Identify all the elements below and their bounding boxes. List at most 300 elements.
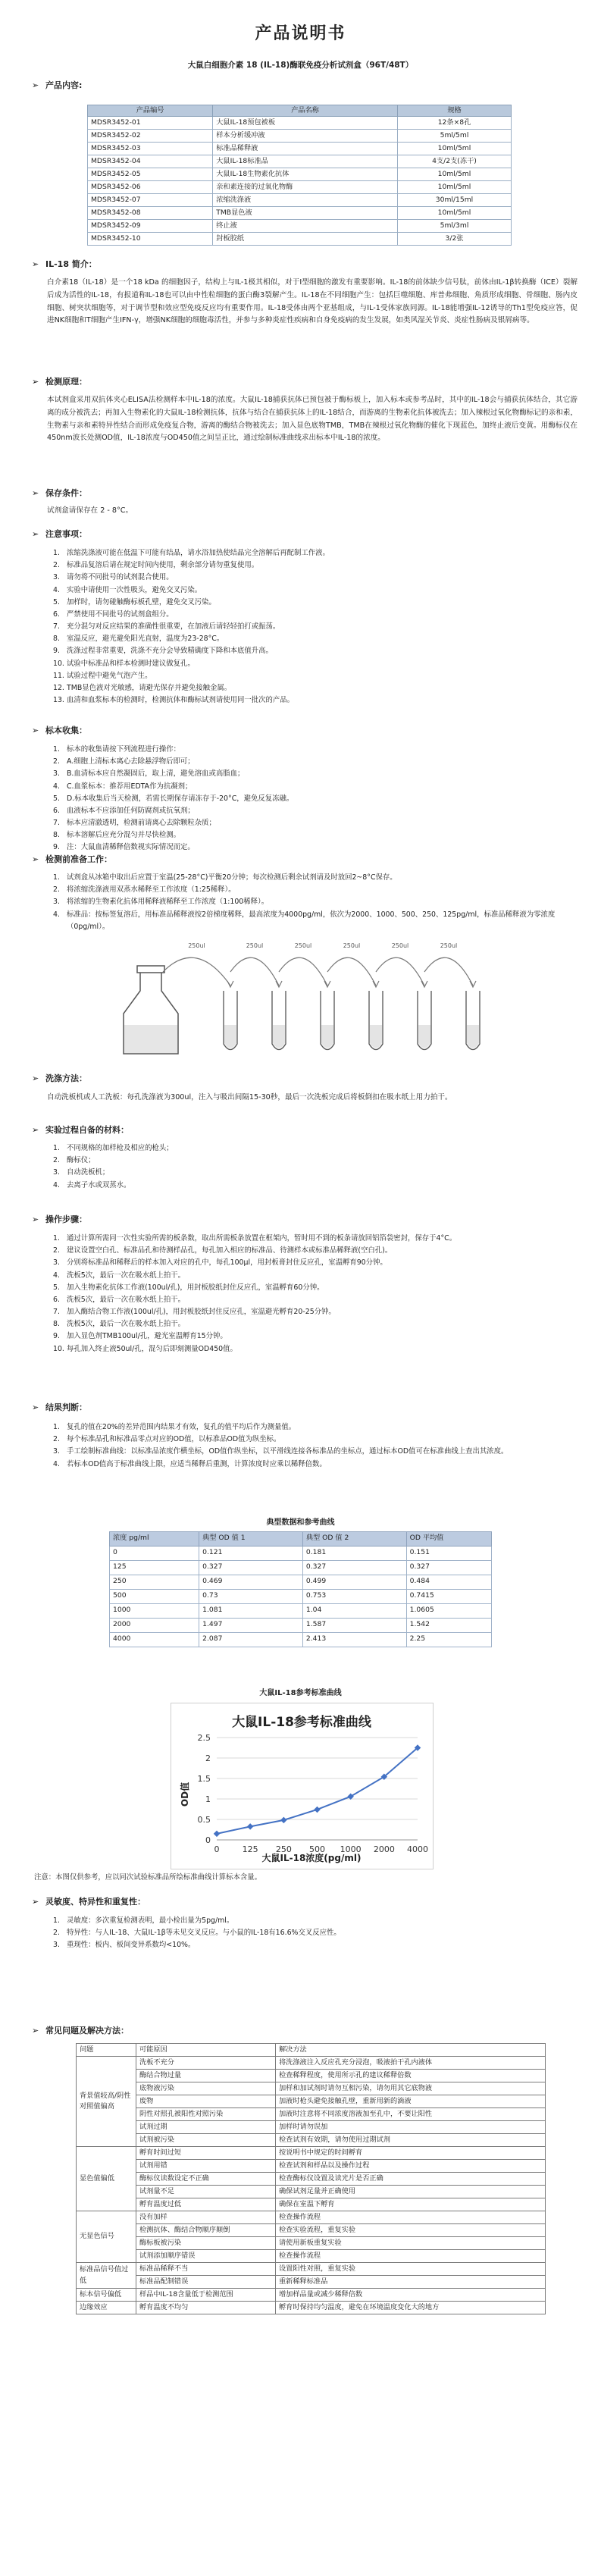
list-item-text: TMB显色液对光敏感，请避光保存并避免接触金属。: [67, 683, 232, 692]
list-number: 8.: [53, 1320, 60, 1329]
table-cell: 0.121: [199, 1546, 303, 1560]
y-tick-label: 0: [205, 1835, 211, 1845]
faq-solution-cell: 检查操作流程: [276, 2211, 546, 2224]
list-number: 1.: [53, 1423, 60, 1431]
arrow-head-icon: [373, 981, 379, 987]
table-row: [77, 2108, 546, 2121]
list-number: 7.: [53, 1308, 60, 1317]
x-tick-label: 2000: [373, 1844, 395, 1854]
faq-cause-cell: 底物液污染: [136, 2082, 276, 2095]
section-prep: ➢ 检测前准备工作：: [32, 853, 112, 866]
list-number: 4.: [53, 585, 60, 594]
transfer-volume-label: 250ul: [188, 942, 205, 949]
table-cell: 1.04: [302, 1603, 406, 1618]
faq-problem-cell: 边缘效应: [77, 2302, 136, 2314]
table-row: [77, 2070, 546, 2082]
table-row: [77, 2186, 546, 2198]
table-cell: 0.484: [406, 1575, 491, 1589]
table-cell: 0.181: [302, 1546, 406, 1560]
table-cell: 10ml/5ml: [398, 143, 512, 155]
table-cell: 0.327: [302, 1560, 406, 1575]
table-cell: 125: [110, 1560, 199, 1575]
list-number: 8.: [53, 831, 60, 840]
list-number: 13.: [53, 696, 64, 705]
wash-text: 自动洗板机或人工洗板：每孔洗涤液为300ul，注入与吸出间隔15-30秒，最后一次洗板完成后将板倒扣在吸水纸上用力拍干。: [47, 1093, 452, 1102]
table-cell: 10ml/5ml: [398, 207, 512, 220]
list-item: [53, 1939, 576, 1951]
data-point: [280, 1817, 286, 1823]
list-number: 1.: [53, 745, 60, 754]
table-row: [88, 155, 512, 168]
list-item-text: 严禁使用不同批号的试剂盒组分。: [67, 610, 174, 619]
list-item-text: 标本的收集请按下列流程进行操作：: [67, 745, 181, 754]
faq-solution-cell: 确保试剂足量并正确使用: [276, 2186, 546, 2198]
table-header-cell: 浓度 pg/ml: [110, 1531, 199, 1546]
test-tube-icon: [272, 991, 286, 1050]
table-cell: 0.469: [199, 1575, 303, 1589]
list-item-text: 试验中标准品和样本检测时建议做复孔。: [67, 659, 195, 668]
list-item: [53, 1180, 576, 1192]
list-number: 1.: [53, 873, 60, 882]
list-number: 4.: [53, 1180, 60, 1189]
list-number: 9.: [53, 647, 60, 656]
list-item-text: 实验中请使用一次性吸头，避免交叉污染。: [67, 585, 202, 594]
cautions-list: [53, 547, 576, 707]
table-row: [88, 181, 512, 194]
faq-problem-cell: 标本信号偏低: [77, 2289, 136, 2302]
section-arrow-icon: ➢: [32, 725, 39, 735]
list-item: [53, 1330, 576, 1343]
list-item-text: 复孔的值在20%的差异范围内结果才有效，复孔的值平均后作为测量值。: [67, 1423, 296, 1431]
table-cell: MDSR3452-03: [88, 143, 213, 155]
list-item: [53, 572, 576, 584]
list-item: [53, 1459, 576, 1471]
table-cell: MDSR3452-01: [88, 117, 213, 130]
list-item: [53, 1282, 576, 1294]
y-tick-label: 2: [205, 1753, 211, 1763]
table-header-row: [77, 2044, 546, 2057]
table-cell: 4000: [110, 1632, 199, 1647]
x-tick-label: 4000: [407, 1844, 428, 1854]
list-item: [53, 817, 576, 829]
faq-cause-cell: 洗板不充分: [136, 2057, 276, 2070]
transfer-arrow: [327, 957, 376, 986]
faq-solution-cell: 加液时注意将不同浓度溶液加至孔中，不要让阳性: [276, 2108, 546, 2121]
table-header-cell: 问题: [77, 2044, 136, 2057]
list-item: [53, 1915, 576, 1927]
list-number: 2.: [53, 1156, 60, 1165]
test-tube-icon: [466, 991, 480, 1050]
section-arrow-icon: ➢: [32, 259, 39, 269]
section-principle: ➢ 检测原理：: [32, 375, 87, 388]
table-row: [77, 2198, 546, 2211]
table-header-cell: 可能原因: [136, 2044, 276, 2057]
table-cell: 终止液: [213, 220, 398, 233]
section-arrow-icon: ➢: [32, 1073, 39, 1083]
list-item-text: 标准品：按标签复溶后，用标准品稀释液按2倍梯度稀释，最高浓度为4000pg/ml，依次为2000、1000、500、250、125pg/ml，标准品稀释液为零浓度（0pg/ml）。: [67, 910, 556, 931]
table-row: [88, 143, 512, 155]
list-item-text: 加入生物素化抗体工作液(100ul/孔)，用封板胶纸封住反应孔，室温孵育60分钟。: [67, 1283, 324, 1292]
arrow-head-icon: [227, 981, 233, 987]
table-row: [77, 2173, 546, 2186]
table-cell: 0.7415: [406, 1589, 491, 1603]
list-item-text: 将浓缩的生物素化抗体用稀释液稀释至工作浓度（1:100稀释）。: [67, 898, 269, 907]
faq-problem-cell: 标准品信号值过低: [77, 2263, 136, 2289]
x-tick-label: 0: [214, 1844, 220, 1854]
table-row: [77, 2134, 546, 2147]
transfer-arrow: [163, 957, 230, 986]
section-arrow-icon: ➢: [32, 488, 39, 498]
list-item: [53, 1245, 576, 1257]
list-item-text: 分别将标准品和稀释后的样本加入对应的孔中，每孔100μl，用封板膏封住反应孔，室温孵育90分钟。: [67, 1258, 387, 1268]
faq-cause-cell: 样品中IL-18含量低于检测范围: [136, 2289, 276, 2302]
list-item: [53, 793, 576, 805]
list-item-text: 洗板5次，最后一次在吸水纸上拍干。: [67, 1320, 185, 1329]
list-item: [53, 1142, 576, 1155]
table-row: [88, 233, 512, 246]
data-point: [247, 1823, 253, 1829]
table-cell: MDSR3452-06: [88, 181, 213, 194]
table-cell: 1.542: [406, 1618, 491, 1632]
faq-cause-cell: 检测抗体、酶结合物顺序颠倒: [136, 2224, 276, 2237]
table-cell: 0.151: [406, 1546, 491, 1560]
faq-solution-cell: 按说明书中规定的时间孵育: [276, 2147, 546, 2160]
table-cell: MDSR3452-05: [88, 168, 213, 181]
list-item: [53, 609, 576, 621]
list-number: 1.: [53, 1144, 60, 1152]
section-arrow-icon: ➢: [32, 854, 39, 864]
arrow-head-icon: [324, 981, 330, 987]
results-list: [53, 1421, 576, 1471]
list-item: [53, 1446, 576, 1458]
table-row: [77, 2276, 546, 2289]
faq-solution-cell: 将洗涤液注入反应孔充分浸泡，吸液拍干孔内液体: [276, 2057, 546, 2070]
section-sample: ➢ 标本收集：: [32, 724, 87, 737]
transfer-arrow: [424, 957, 473, 986]
intro-text: 白介素18（IL-18）是一个18 kDa 的细胞因子，结构上与IL-1极其相似，对于Ⅰ型细胞的激发有重要影响。IL-18的前体缺少信号肽，前体由IL-1β转换酶（ICE）裂解后成为活性的IL-18，有报道称IL-18也可以由中性粒细胞的蛋白酶3裂解产生。IL-18在不同细胞产生：包括巨噬细胞、库普弗细胞、角质形成细胞、骨细胞、肠内皮细胞、树突状细胞等，对于调节型和效应型免疫反应均有重要作用。IL-18受体由两个亚基组成，与IL-1受体家族同源。IL-18能增强IL-12诱导的Th1型免疫应答，促进NK细胞和T细胞产生IFN-γ，增强NK细胞的细胞毒活性，并参与多种炎症性疾病和自身免疫病的发生发展，如类风湿关节炎、炎症性肠病及银屑病等。: [47, 278, 578, 325]
list-number: 6.: [53, 1295, 60, 1304]
faq-solution-cell: 加样时请勿误加: [276, 2121, 546, 2134]
transfer-arrow: [230, 957, 279, 986]
materials-list: [53, 1142, 576, 1192]
list-item-text: 加入显色剂TMB100ul/孔，避光室温孵育15分钟。: [67, 1332, 227, 1341]
table-row: [77, 2263, 546, 2276]
list-item: [53, 1167, 576, 1179]
faq-solution-cell: 加液时枪头避免接触孔壁，重新用新的滴液: [276, 2095, 546, 2108]
arrow-head-icon: [421, 981, 427, 987]
section-arrow-icon: ➢: [32, 80, 39, 90]
table-row: [77, 2224, 546, 2237]
list-number: 2.: [53, 885, 60, 895]
faq-problem-cell: 背景值较高/阴性对照值偏高: [77, 2057, 136, 2147]
arrow-head-icon: [276, 981, 282, 987]
list-item: [53, 1343, 576, 1355]
transfer-arrow: [279, 957, 327, 986]
list-item-text: 标本应清澈透明，检测前请离心去除颗粒杂质；: [67, 819, 216, 828]
list-number: 3.: [53, 1258, 60, 1268]
section-arrow-icon: ➢: [32, 1125, 39, 1135]
faq-problem-cell: 显色值偏低: [77, 2147, 136, 2211]
section-arrow-icon: ➢: [32, 2026, 39, 2035]
section-arrow-icon: ➢: [32, 1402, 39, 1412]
list-number: 3.: [53, 1447, 60, 1456]
od-table: [109, 1515, 492, 1647]
faq-cause-cell: 标准品稀释不当: [136, 2263, 276, 2276]
table-row: [88, 168, 512, 181]
faq-cause-cell: 酶结合物过量: [136, 2070, 276, 2082]
list-item-text: 灵敏度：多次重复检测表明，最小检出量为5pg/ml。: [67, 1916, 234, 1925]
chart-caption: 大鼠IL-18参考标准曲线: [259, 1689, 342, 1697]
list-item: [53, 1421, 576, 1434]
table-row: [110, 1575, 492, 1589]
section-arrow-icon: ➢: [32, 377, 39, 387]
list-item: [53, 1233, 576, 1245]
table-header-cell: 产品编号: [88, 105, 213, 117]
list-item: [53, 896, 576, 908]
chart-title: 大鼠IL-18参考标准曲线: [232, 1715, 371, 1730]
table-cell: 2000: [110, 1618, 199, 1632]
doc-subtitle: 大鼠白细胞介素 18 (IL-18)酶联免疫分析试剂盒（96T/48T）: [187, 61, 414, 70]
list-item: [53, 805, 576, 817]
table-row: [110, 1589, 492, 1603]
table-row: [88, 194, 512, 207]
list-item-text: 加样时，请勿碰触酶标板孔壁，避免交叉污染。: [67, 597, 216, 606]
principle-text: 本试剂盒采用双抗体夹心ELISA法检测样本中IL-18的浓度。大鼠IL-18捕获抗体已预包被于酶标板上，加入标本或参考品时，其中的IL-18会与捕获抗体结合，其它游离的成分被洗去；再加入生物素化的大鼠IL-18检测抗体，抗体与结合在捕获抗体上的IL-18结合，而游离的生物素化抗体被洗去；加入辣根过氧化物酶标记的亲和素，生物素与亲和素特异性结合而形成免疫复合物，游离的酶结合物被洗去；加入显色底物TMB，TMB在辣根过氧化物酶的催化下现蓝色，加终止液后变黄。用酶标仪在450nm波长处测OD值，IL-18浓度与OD450值之间呈正比，通过绘制标准曲线求出标本中IL-18的浓度。: [47, 396, 578, 443]
faq-solution-cell: 检查稀释程度，使用所示孔的建议稀释倍数: [276, 2070, 546, 2082]
section-results: ➢ 结果判断：: [32, 1401, 87, 1414]
table-cell: 2.25: [406, 1632, 491, 1647]
list-item: [53, 884, 576, 896]
table-cell: 2.087: [199, 1632, 303, 1647]
table-row: [77, 2147, 546, 2160]
section-procedure: ➢ 操作步骤：: [32, 1213, 87, 1226]
table-cell: MDSR3452-08: [88, 207, 213, 220]
list-item-text: 注：大鼠血清稀释倍数视实际情况而定。: [67, 843, 195, 852]
list-item-text: 洗板5次，最后一次在吸水纸上拍干。: [67, 1295, 185, 1304]
table-cell: 2.413: [302, 1632, 406, 1647]
table-cell: TMB显色液: [213, 207, 398, 220]
list-item-text: A.细胞上清标本离心去除悬浮物后即可；: [67, 757, 195, 766]
list-item: [53, 584, 576, 597]
list-number: 1.: [53, 1234, 60, 1243]
table-cell: 30ml/15ml: [398, 194, 512, 207]
table-header-cell: 规格: [398, 105, 512, 117]
list-number: 6.: [53, 610, 60, 619]
list-item-text: 请勿将不同批号的试剂混合使用。: [67, 573, 174, 582]
table-cell: 大鼠IL-18标准品: [213, 155, 398, 168]
list-number: 10.: [53, 659, 64, 668]
list-number: 4.: [53, 910, 60, 919]
data-point: [314, 1807, 320, 1813]
faq-cause-cell: 阴性对照孔被阳性对照污染: [136, 2108, 276, 2121]
table-cell: 0.753: [302, 1589, 406, 1603]
table-row: [77, 2057, 546, 2070]
list-item: [53, 547, 576, 559]
list-number: 3.: [53, 898, 60, 907]
list-number: 8.: [53, 635, 60, 644]
section-materials: ➢ 实验过程自备的材料：: [32, 1123, 129, 1136]
x-tick-label: 250: [275, 1844, 292, 1854]
list-number: 4.: [53, 1459, 60, 1468]
list-item-text: 室温反应，避光避免阳光直射，温度为23-28°C。: [67, 635, 224, 644]
list-item: [53, 621, 576, 633]
series-line: [217, 1748, 418, 1834]
list-item: [53, 744, 576, 756]
faq-solution-cell: 检查试剂有效期，请勿使用过期试剂: [276, 2134, 546, 2147]
sample-list: [53, 744, 576, 854]
list-number: 9.: [53, 1332, 60, 1341]
list-item-text: 若标本OD值高于标准曲线上限，应适当稀释后重测，计算浓度时应乘以稀释倍数。: [67, 1459, 327, 1468]
table-row: [77, 2237, 546, 2250]
faq-solution-cell: 重新稀释标准品: [276, 2276, 546, 2289]
faq-cause-cell: 废物: [136, 2095, 276, 2108]
list-number: 3.: [53, 1168, 60, 1177]
test-tube-icon: [369, 991, 383, 1050]
list-item: [53, 756, 576, 768]
faq-cause-cell: 酶标仪读数设定不正确: [136, 2173, 276, 2186]
table-header-row: [110, 1531, 492, 1546]
list-number: 2.: [53, 1929, 60, 1938]
list-item-text: 去离子水或双蒸水。: [67, 1180, 131, 1189]
table-cell: 4支/2支(冻干): [398, 155, 512, 168]
list-item: [53, 682, 576, 694]
list-number: 1.: [53, 549, 60, 557]
table-cell: 5ml/5ml: [398, 130, 512, 143]
section-arrow-icon: ➢: [32, 529, 39, 539]
table-row: [77, 2095, 546, 2108]
list-number: 3.: [53, 769, 60, 779]
list-number: 7.: [53, 622, 60, 631]
arrow-head-icon: [470, 981, 476, 987]
table-cell: 5ml/3ml: [398, 220, 512, 233]
table-cell: MDSR3452-04: [88, 155, 213, 168]
faq-cause-cell: 没有加样: [136, 2211, 276, 2224]
faq-cause-cell: 试剂过期: [136, 2121, 276, 2134]
table-cell: MDSR3452-07: [88, 194, 213, 207]
transfer-volume-label: 250ul: [343, 942, 361, 949]
table-row: [110, 1546, 492, 1560]
table-header-row: [88, 105, 512, 117]
list-item-text: 试剂盒从冰箱中取出后应置于室温(25-28°C)平衡20分钟；每次检测后剩余试剂请及时放回2~8°C保存。: [67, 873, 397, 882]
table-row: [77, 2250, 546, 2263]
table-cell: 大鼠IL-18生物素化抗体: [213, 168, 398, 181]
table-cell: 250: [110, 1575, 199, 1589]
list-item: [53, 658, 576, 670]
table-cell: 500: [110, 1589, 199, 1603]
table-row: [77, 2211, 546, 2224]
table-row: [88, 130, 512, 143]
table-row: [88, 207, 512, 220]
stock-bottle-icon: [124, 966, 178, 1054]
list-item-text: 标准品复溶后请在规定时间内使用，剩余部分请勿重复使用。: [67, 561, 259, 570]
list-item-text: 特异性：与人IL-18、大鼠IL-1β等未见交叉反应。与小鼠的IL-18有16.6%交叉反应性。: [67, 1929, 341, 1938]
table-row: [77, 2121, 546, 2134]
x-tick-label: 125: [242, 1844, 258, 1854]
table-cell: 0.499: [302, 1575, 406, 1589]
table-cell: 12条×8孔: [398, 117, 512, 130]
list-item-text: 建议设置空白孔、标准品孔和待测样品孔，每孔加入相应的标准品、待测样本或标准品稀释液(空白孔)。: [67, 1246, 393, 1255]
list-number: 9.: [53, 843, 60, 852]
y-tick-label: 0.5: [197, 1815, 211, 1825]
table-cell: 3/2张: [398, 233, 512, 246]
procedure-list: [53, 1233, 576, 1355]
faq-cause-cell: 孵育温度不均匀: [136, 2302, 276, 2314]
transfer-volume-label: 250ul: [246, 942, 264, 949]
list-item: [53, 872, 576, 884]
faq-solution-cell: 检查试剂和样品以及操作过程: [276, 2160, 546, 2173]
section-contents: ➢ 产品内容:: [32, 79, 82, 92]
list-item-text: 浓缩洗涤液可能在低温下可能有结晶，请水浴加热使结晶完全溶解后再配制工作液。: [67, 549, 330, 557]
table-row: [88, 117, 512, 130]
list-item: [53, 1294, 576, 1306]
list-item-text: 将浓缩洗涤液用双蒸水稀释至工作浓度（1:25稀释）。: [67, 885, 236, 895]
table-cell: 1.497: [199, 1618, 303, 1632]
faq-cause-cell: 试剂用错: [136, 2160, 276, 2173]
list-item: [53, 694, 576, 707]
faq-cause-cell: 孵育温度过低: [136, 2198, 276, 2211]
list-item: [53, 768, 576, 780]
table-cell: 浓缩洗涤液: [213, 194, 398, 207]
table-cell: 0.73: [199, 1589, 303, 1603]
transfer-volume-label: 250ul: [440, 942, 458, 949]
faq-solution-cell: 检查酶标仪设置及读光片是否正确: [276, 2173, 546, 2186]
section-arrow-icon: ➢: [32, 1897, 39, 1907]
list-item: [53, 1306, 576, 1318]
table-cell: 标准品稀释液: [213, 143, 398, 155]
table-cell: MDSR3452-02: [88, 130, 213, 143]
table-row: [88, 220, 512, 233]
table-cell: 0.327: [199, 1560, 303, 1575]
table-cell: 亲和素连接的过氧化物酶: [213, 181, 398, 194]
list-item: [53, 670, 576, 682]
faq-solution-cell: 增加样品量或减少稀释倍数: [276, 2289, 546, 2302]
table-cell: 封板胶纸: [213, 233, 398, 246]
list-number: 5.: [53, 597, 60, 606]
list-number: 2.: [53, 757, 60, 766]
list-item-text: 洗板5次，最后一次在吸水纸上拍干。: [67, 1271, 185, 1280]
table-row: [110, 1618, 492, 1632]
list-number: 7.: [53, 819, 60, 828]
list-item: [53, 781, 576, 793]
list-item-text: 酶标仪；: [67, 1156, 95, 1165]
list-item: [53, 1270, 576, 1282]
table-row: [77, 2289, 546, 2302]
list-item-text: 加入酶结合物工作液(100ul/孔)，用封板胶纸封住反应孔，室温避光孵育20-25分钟。: [67, 1308, 336, 1317]
chart-note: 注意：本图仅供参考，应以同次试验标准品所绘标准曲线计算标本含量。: [34, 1873, 262, 1882]
list-item-text: 血清和血浆标本的检测时，检测抗体和酶标试剂请使用同一批次的产品。: [67, 696, 295, 705]
list-item-text: 手工绘制标准曲线：以标准品浓度作横坐标，OD值作纵坐标，以平滑线连接各标准品的坐标点，通过标本OD值可在标准曲线上查出其浓度。: [67, 1447, 509, 1456]
table-header-cell: 解决方法: [276, 2044, 546, 2057]
list-number: 6.: [53, 806, 60, 815]
list-item-text: 通过计算所需同一次性实验所需的板条数，取出所需板条放置在框架内，暂时用不到的板条请放回铝箔袋密封，保存于4°C。: [67, 1234, 457, 1243]
table-header-cell: 典型 OD 值 1: [199, 1531, 303, 1546]
od-table-caption: 典型数据和参考曲线: [266, 1518, 335, 1527]
table-header-cell: OD 平均值: [406, 1531, 491, 1546]
table-cell: 1.081: [199, 1603, 303, 1618]
table-row: [77, 2302, 546, 2314]
list-item-text: 标本溶解后应充分混匀并尽快检测。: [67, 831, 181, 840]
table-cell: 样本分析缓冲液: [213, 130, 398, 143]
list-item-text: 充分混匀对反应结果的准确性很重要，在加液后请轻轻拍打或振荡。: [67, 622, 280, 631]
faq-cause-cell: 试剂添加顺序错误: [136, 2250, 276, 2263]
list-number: 2.: [53, 1246, 60, 1255]
faq-solution-cell: 设置阳性对照，重复实验: [276, 2263, 546, 2276]
list-number: 11.: [53, 671, 64, 680]
section-storage: ➢ 保存条件：: [32, 487, 87, 500]
list-item-text: 每孔加入终止液50ul/孔，混匀后即刻测量OD450值。: [67, 1344, 237, 1353]
contents-table: [87, 105, 512, 246]
faq-problem-cell: 无显色信号: [77, 2211, 136, 2263]
